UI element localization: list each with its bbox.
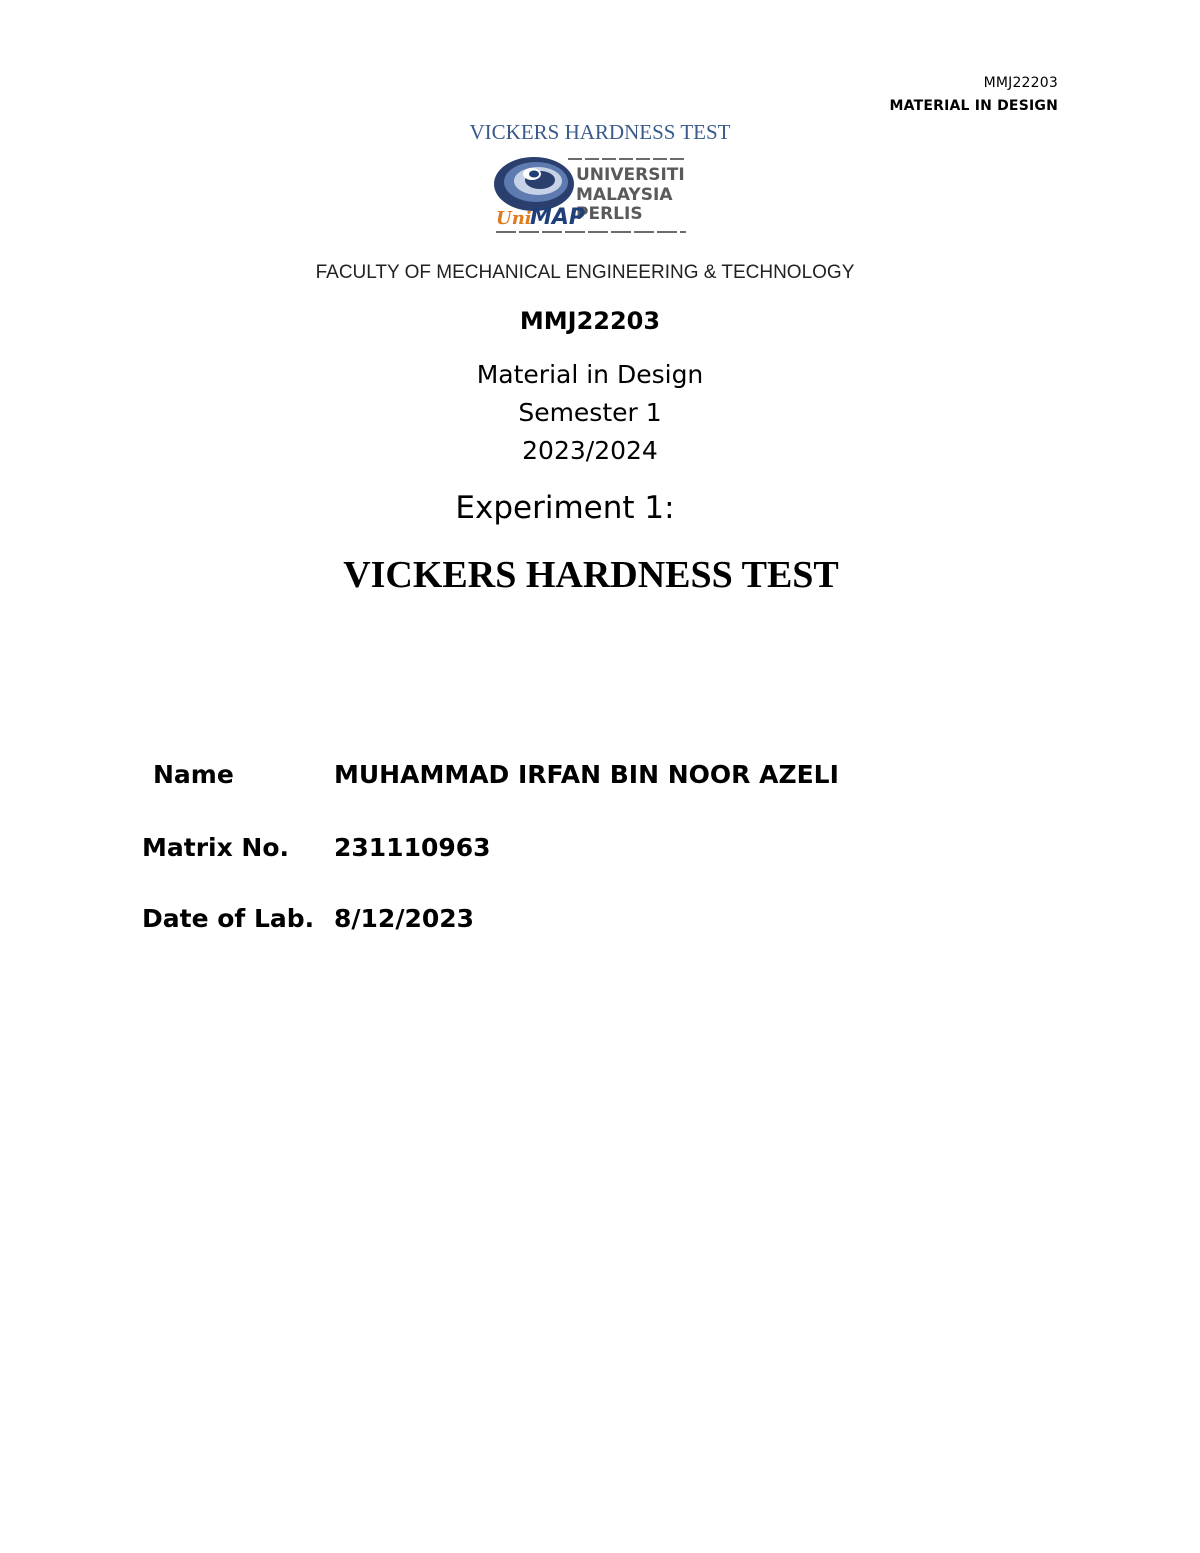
matrix-value: 231110963 <box>334 833 491 862</box>
logo-mark-prefix: Uni <box>496 208 532 229</box>
faculty-name: FACULTY OF MECHANICAL ENGINEERING & TECHNOLOGY <box>315 262 855 283</box>
name-value: MUHAMMAD IRFAN BIN NOOR AZELI <box>334 760 839 789</box>
header-course-name: MATERIAL IN DESIGN <box>889 98 1058 114</box>
logo-line-2: MALAYSIA <box>576 185 673 205</box>
session: 2023/2024 <box>522 436 658 465</box>
main-title: VICKERS HARDNESS TEST <box>343 554 839 596</box>
university-logo <box>492 148 692 238</box>
header-title: VICKERS HARDNESS TEST <box>469 120 731 144</box>
logo-mark-suffix: MAP <box>530 205 586 230</box>
course-code: MMJ22203 <box>519 307 661 335</box>
date-value: 8/12/2023 <box>334 904 475 933</box>
logo-line-1: UNIVERSITI <box>576 165 685 185</box>
name-label: Name <box>153 760 234 789</box>
experiment-number: Experiment 1: <box>455 490 675 526</box>
header-course-code: MMJ22203 <box>983 75 1058 91</box>
semester: Semester 1 <box>518 398 662 427</box>
logo-emblem-icon <box>494 157 574 211</box>
matrix-label: Matrix No. <box>142 833 290 862</box>
date-label: Date of Lab. <box>142 904 315 933</box>
logo-line-3: PERLIS <box>576 204 643 224</box>
course-name: Material in Design <box>476 360 704 389</box>
